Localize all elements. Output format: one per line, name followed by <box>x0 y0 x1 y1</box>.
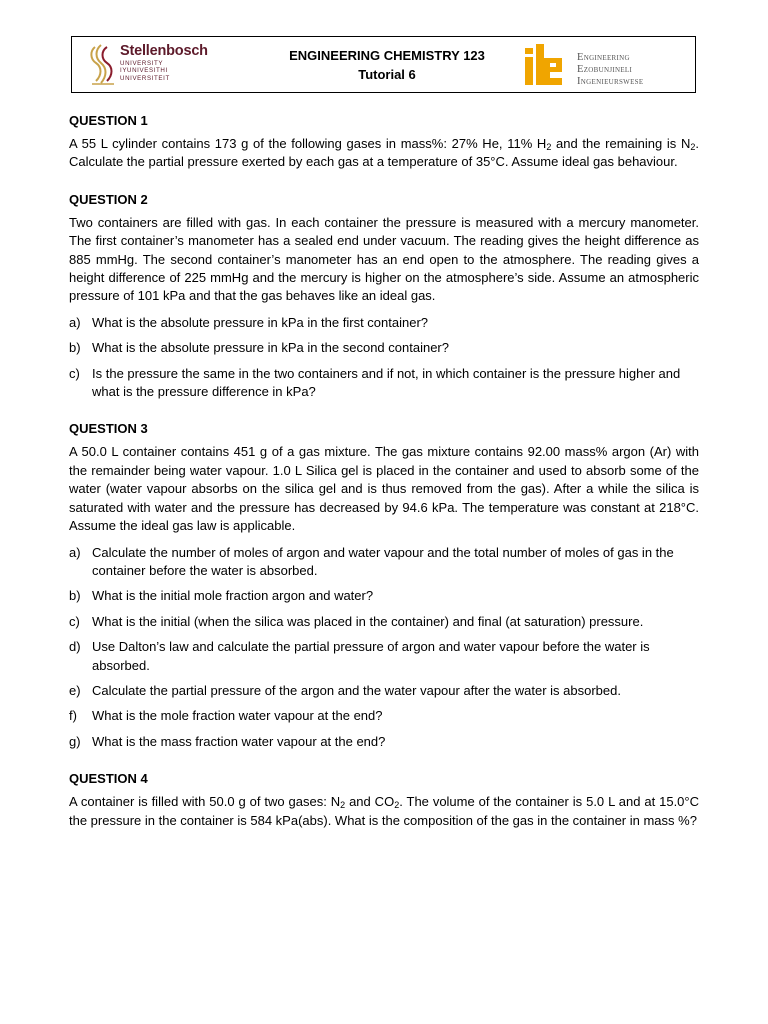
sub-question <box>69 638 699 675</box>
sub-question-label: a) <box>69 314 81 330</box>
question-4 <box>69 771 699 830</box>
faculty-name-line: Ingenieurswese <box>577 76 644 87</box>
sub-question <box>69 339 699 357</box>
sub-question <box>69 682 699 700</box>
sub-question-label: g) <box>69 733 81 749</box>
faculty-name <box>577 52 643 88</box>
university-subtitle-line: UNIVERSITY <box>120 60 164 67</box>
sub-question <box>69 707 699 725</box>
sub-question <box>69 587 699 605</box>
question-text: Two containers are filled with gas. In each container the pressure is measured with a mercury manometer. The first container’s manometer has a sealed end under vacuum. The reading gives the height difference as 885 mmHg. The second container’s manometer has an end open to the atmosphere. The reading gives a height difference of 225 mmHg and the mercury is higher on the atmosphere’s side. Assume an atmospheric pressure of 101 kPa and that the gas behaves like an ideal gas. <box>69 214 699 304</box>
question-title: QUESTION 3 <box>69 421 148 437</box>
sub-question-label: e) <box>69 682 81 698</box>
sub-question-label: d) <box>69 639 81 655</box>
question-text: A 55 L cylinder contains 173 g of the following gases in mass%: 27% He, 11% $H_2$ and the remaining is $N_2$. Calculate the partial pressure exerted by each gas at a temperature of 35°C. Assume ideal gas behaviour. <box>69 136 699 170</box>
document-header <box>71 36 696 93</box>
sub-question-text: What is the mass fraction water vapour at the end? <box>92 733 386 749</box>
faculty-name-line: Engineering <box>577 52 630 63</box>
stellenbosch-crest-icon <box>90 43 116 87</box>
sub-question <box>69 613 699 631</box>
tutorial-title: Tutorial 6 <box>358 67 416 82</box>
sub-question-list <box>69 544 699 752</box>
question-title: QUESTION 1 <box>69 113 148 128</box>
question-3 <box>69 421 699 751</box>
question-text: A 50.0 L container contains 451 g of a gas mixture. The gas mixture contains 92.00 mass% argon (Ar) with the remainder being water vapour. 1.0 L Silica gel is placed in the container and used to absorb some of the water (water vapour absorbs on the silica gel and is thus removed from the gas). After a while the silica is saturated with water and the pressure has decreased by 94.6 kPa. The temperature was constant at 218°C. Assume the ideal gas law is applicable. <box>69 444 699 534</box>
header-title <box>262 46 512 84</box>
ie-logo-icon <box>522 42 570 88</box>
sub-question-label: c) <box>69 613 80 629</box>
question-text: A container is filled with 50.0 g of two gases: $N_2$ and $CO_2$. The volume of the container is 5.0 L and at 15.0°C the pressure in the container is 584 kPa(abs). What is the composition of the gas in the container in mass %? <box>69 794 699 828</box>
sub-question-label: c) <box>69 365 80 381</box>
sub-question-label: b) <box>69 588 81 604</box>
course-title: ENGINEERING CHEMISTRY 123 <box>289 48 485 63</box>
sub-question-label: a) <box>69 544 81 560</box>
stellenbosch-logo <box>90 42 215 88</box>
sub-question-text: What is the absolute pressure in kPa in the first container? <box>92 314 429 330</box>
sub-question-text: What is the mole fraction water vapour at the end? <box>92 708 383 724</box>
university-name: Stellenbosch <box>120 43 208 59</box>
engineering-faculty-logo <box>522 42 692 90</box>
question-title: QUESTION 4 <box>69 771 148 787</box>
sub-question-text: Is the pressure the same in the two containers and if not, in which container is the pressure higher and what is the pressure difference in kPa? <box>92 365 681 400</box>
sub-question-text: What is the initial mole fraction argon and water? <box>92 588 374 604</box>
sub-question-text: Calculate the number of moles of argon and water vapour and the total number of moles of gas in the container before the water is absorbed. <box>92 544 674 578</box>
question-title: QUESTION 2 <box>69 191 148 207</box>
question-2 <box>69 192 699 402</box>
sub-question-list <box>69 314 699 402</box>
university-subtitle-line: UNIVERSITEIT <box>120 74 170 82</box>
university-subtitle <box>120 60 170 82</box>
sub-question <box>69 733 699 751</box>
sub-question-label: f) <box>69 708 77 724</box>
sub-question <box>69 365 699 402</box>
sub-question-text: What is the initial (when the silica was placed in the container) and final (at saturation) pressure. <box>92 613 644 629</box>
sub-question-text: What is the absolute pressure in kPa in the second container? <box>92 340 449 356</box>
sub-question <box>69 314 699 332</box>
tutorial-content <box>69 113 699 850</box>
sub-question-text: Use Dalton’s law and calculate the partial pressure of argon and water vapour before the water is absorbed. <box>92 639 650 673</box>
sub-question-text: Calculate the partial pressure of the argon and the water vapour after the water is absorbed. <box>92 682 621 698</box>
sub-question <box>69 544 699 581</box>
university-subtitle-line: IYUNIVESITHI <box>120 67 168 75</box>
question-1 <box>69 113 699 172</box>
sub-question-label: b) <box>69 340 81 356</box>
faculty-name-line: Ezobunjineli <box>577 64 633 75</box>
